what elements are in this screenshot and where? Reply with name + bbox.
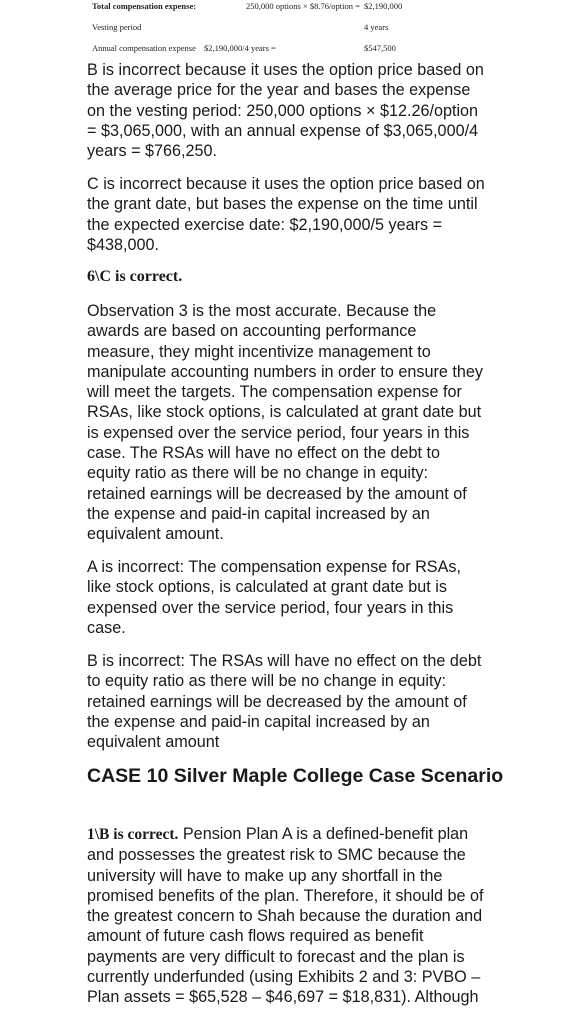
row-formula: $2,190,000/4 years = <box>204 43 276 53</box>
answer-6-heading: 6\C is correct. <box>87 268 183 285</box>
paragraph-b-incorrect-options: B is incorrect because it uses the option price based on the average price for the year and bases the expense on the vesting period: 250,000 options × $12.26/option = $3,065,000, with an annual expense of $3,065,000/4 years = $766,250. <box>87 61 484 161</box>
row-label: Total compensation expense: <box>92 1 197 11</box>
row-value: 4 years <box>364 22 389 32</box>
paragraph-b-incorrect-rsa: B is incorrect: The RSAs will have no effect on the debt to equity ratio as there will be no change in equity: retained earnings will be decreased by the amount of the expense and paid-in capital increased by an equivalent amount <box>87 652 482 752</box>
row-label: Vesting period <box>92 22 142 32</box>
row-value: $2,190,000 <box>364 1 403 11</box>
row-formula: 250,000 options × $8.76/option = <box>246 1 360 11</box>
row-value: $547,500 <box>364 43 396 53</box>
answer-1-text: Pension Plan A is a defined-benefit plan and possesses the greatest risk to SMC because the university will have to make up any shortfall in the promised benefits of the plan. Therefore, it should be of the greatest concern to Shah because the duration and amount of future cash flows required as benefit payments are very difficult to forecast and the plan is currently underfunded (using Exhibits 2 and 3: PVBO – Plan assets = $65,528 – $46,697 = $18,831). Although <box>87 825 484 1007</box>
row-label: Annual compensation expense <box>92 43 196 53</box>
paragraph-c-incorrect-options: C is incorrect because it uses the option price based on the grant date, but bases the expense on the time until the expected exercise date: $2,190,000/5 years = $438,000. <box>87 175 485 254</box>
paragraph-a-incorrect-rsa: A is incorrect: The compensation expense for RSAs, like stock options, is calculated at grant date but is expensed over the service period, four years in this case. <box>87 558 461 637</box>
case-10-heading: CASE 10 Silver Maple College Case Scenario <box>87 765 504 787</box>
paragraph-observation-3: Observation 3 is the most accurate. Because the awards are based on accounting performance measure, they might incentivize management to manipulate accounting numbers in order to ensure they will meet the targets. The compensation expense for RSAs, like stock options, is calculated at grant date but is expensed over the service period, four years in this case. The RSAs will have no effect on the debt to equity ratio as there will be no change in equity: retained earnings will be decreased by the amount of the expense and paid-in capital increased by an equivalent amount. <box>87 302 483 544</box>
paragraph-answer-1 <box>87 824 487 1008</box>
answer-1-lead: 1\B is correct. <box>87 826 179 843</box>
